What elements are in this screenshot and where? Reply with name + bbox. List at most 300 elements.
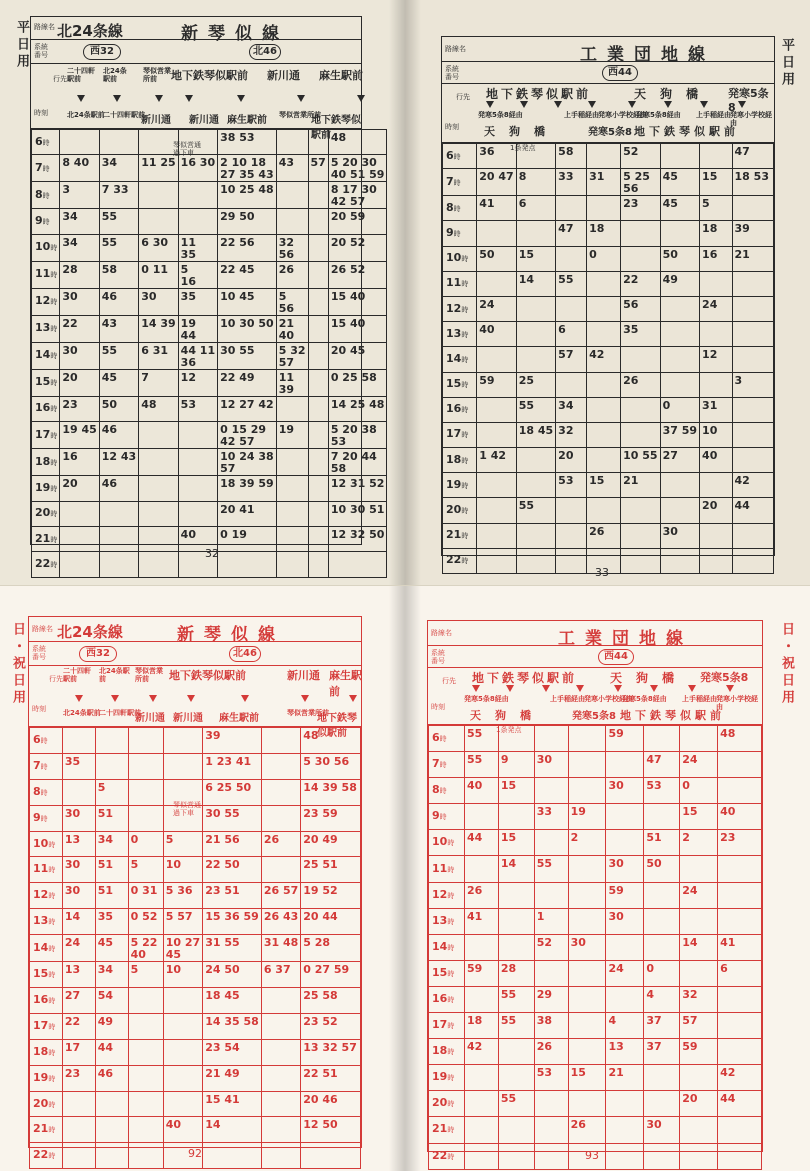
arrow-down-icon <box>297 95 305 102</box>
hour-value: 19 <box>35 480 51 494</box>
hour-cell <box>30 831 63 857</box>
table-row <box>429 778 762 804</box>
departure-minutes: 15 36 59 <box>205 910 259 924</box>
minutes-cell <box>732 347 773 372</box>
minutes-cell <box>718 882 762 908</box>
departure-minutes: 6 <box>558 323 566 337</box>
hour-value: 6 <box>446 148 454 162</box>
minutes-cell <box>680 1091 718 1117</box>
departure-minutes <box>205 1143 259 1145</box>
departure-minutes <box>166 1092 200 1094</box>
minutes-cell <box>700 372 732 397</box>
departure-minutes: 3 <box>62 183 70 197</box>
minutes-cell <box>301 728 361 754</box>
destination-header <box>478 85 774 141</box>
minutes-cell <box>498 1065 534 1091</box>
departure-minutes: 15 40 <box>330 289 366 303</box>
departure-minutes: 15 41 <box>205 1092 240 1106</box>
minutes-cell <box>301 831 361 857</box>
arrow-down-icon <box>726 685 734 692</box>
minutes-cell <box>516 422 555 447</box>
departure-minutes: 42 <box>589 348 605 362</box>
departure-minutes <box>102 130 136 132</box>
minutes-cell <box>99 209 138 234</box>
departure-minutes <box>467 1144 496 1146</box>
minutes-cell <box>276 288 308 315</box>
departure-minutes: 35 <box>623 323 639 337</box>
departure-minutes <box>102 552 136 554</box>
minutes-cell <box>178 449 217 476</box>
departure-minutes <box>311 449 326 451</box>
departure-minutes: 35 <box>97 910 114 924</box>
departure-minutes <box>623 347 657 349</box>
minutes-cell <box>60 396 99 421</box>
divider <box>29 665 361 666</box>
minutes-cell <box>218 288 277 315</box>
hour-suffix: 時 <box>461 532 469 541</box>
divider <box>428 645 762 646</box>
departure-minutes: 23 51 <box>205 884 240 898</box>
hour-suffix: 時 <box>48 918 56 927</box>
departure-minutes <box>537 961 566 963</box>
table-row <box>32 315 387 342</box>
departure-minutes: 6 37 <box>263 963 291 977</box>
timetable-grid <box>31 129 387 578</box>
departure-minutes: 0 19 <box>220 527 247 541</box>
arrow-down-icon <box>738 101 746 108</box>
departure-minutes: 12 32 50 <box>330 527 385 541</box>
minutes-cell <box>644 908 680 934</box>
minutes-cell <box>621 169 660 196</box>
minutes-cell <box>218 209 277 234</box>
minutes-cell <box>587 169 621 196</box>
minutes-cell <box>700 347 732 372</box>
minutes-cell <box>680 1039 718 1065</box>
departure-minutes: 18 53 <box>734 170 769 184</box>
hour-value: 14 <box>33 940 49 954</box>
hour-cell <box>443 246 477 271</box>
minutes-cell <box>534 1039 568 1065</box>
minutes-cell <box>99 552 138 577</box>
departure-minutes: 42 <box>720 1066 736 1080</box>
departure-minutes: 5 <box>97 780 106 794</box>
minutes-cell <box>128 883 163 909</box>
minutes-cell <box>128 935 163 962</box>
minutes-cell <box>660 448 699 473</box>
hour-cell <box>429 778 465 804</box>
departure-minutes <box>537 778 566 780</box>
departure-minutes: 5 25 56 <box>623 170 650 196</box>
minutes-cell <box>700 169 732 196</box>
hour-value: 20 <box>446 503 462 517</box>
hour-cell <box>443 523 477 548</box>
minutes-cell <box>477 271 516 296</box>
minutes-cell <box>99 261 138 288</box>
minutes-cell <box>163 1039 202 1065</box>
hour-cell <box>443 296 477 321</box>
minutes-cell <box>534 908 568 934</box>
table-row <box>30 883 361 909</box>
departure-minutes: 35 <box>64 754 81 768</box>
dest-group-1: 地下鉄琴似駅前 <box>472 671 578 685</box>
minutes-cell <box>660 271 699 296</box>
arrow-down-icon <box>357 95 365 102</box>
departure-minutes <box>519 347 553 349</box>
minutes-cell <box>498 752 534 778</box>
hour-suffix: 時 <box>48 1074 56 1083</box>
table-row <box>429 882 762 908</box>
minutes-cell <box>516 221 555 246</box>
dest-lower-1: 天狗橋 <box>470 709 545 722</box>
minutes-cell <box>556 422 587 447</box>
minutes-cell <box>556 473 587 498</box>
departure-minutes <box>501 1065 532 1067</box>
departure-minutes <box>98 728 126 730</box>
departure-minutes <box>311 209 326 211</box>
minutes-cell <box>660 347 699 372</box>
minutes-cell <box>95 753 128 779</box>
arrow-down-icon <box>241 695 249 702</box>
departure-minutes: 48 <box>720 727 736 740</box>
timetable-92 <box>28 616 362 1162</box>
minutes-cell <box>178 369 217 396</box>
departure-minutes <box>571 1144 604 1146</box>
side-label: 日・祝日用 <box>779 622 794 707</box>
minutes-cell <box>308 130 328 155</box>
minutes-cell <box>95 728 128 754</box>
system-label: 系統番号 <box>431 649 445 665</box>
arrow-down-icon <box>542 685 550 692</box>
departure-minutes: 28 <box>500 961 517 975</box>
route-name-label: 路線名 <box>445 45 466 53</box>
minutes-cell <box>178 155 217 182</box>
minutes-cell <box>498 960 534 986</box>
minutes-cell <box>178 261 217 288</box>
timetable-33 <box>441 36 775 567</box>
departure-minutes: 21 <box>623 474 639 488</box>
table-row <box>32 234 387 261</box>
departure-minutes: 19 <box>570 805 586 819</box>
arrow-down-icon <box>149 695 157 702</box>
minutes-cell <box>261 962 300 988</box>
minutes-cell <box>62 753 95 779</box>
departure-minutes <box>131 806 161 808</box>
departure-minutes: 34 <box>558 398 574 412</box>
minutes-cell <box>308 396 328 421</box>
hour-suffix: 時 <box>50 431 58 440</box>
departure-minutes <box>479 524 513 526</box>
departure-minutes <box>479 473 513 475</box>
minutes-cell <box>128 988 163 1014</box>
departure-minutes: 6 <box>518 197 527 211</box>
departure-minutes <box>467 804 496 806</box>
timetable-table <box>29 727 361 1169</box>
minutes-cell <box>99 234 138 261</box>
minutes-cell <box>308 182 328 209</box>
departure-minutes: 0 <box>589 247 597 261</box>
hour-value: 11 <box>432 861 448 875</box>
minutes-cell <box>95 779 128 805</box>
minutes-cell <box>534 1013 568 1039</box>
hour-suffix: 時 <box>447 995 455 1004</box>
table-row <box>30 857 361 883</box>
departure-minutes <box>141 476 175 478</box>
minutes-cell <box>534 804 568 830</box>
departure-minutes <box>589 423 618 425</box>
departure-minutes <box>166 1066 200 1068</box>
departure-minutes: 18 45 <box>518 423 554 437</box>
departure-minutes: 30 <box>608 857 624 871</box>
departure-minutes <box>663 144 697 146</box>
table-row <box>32 209 387 234</box>
departure-minutes: 34 <box>101 156 118 170</box>
minutes-cell <box>464 830 498 856</box>
hour-suffix: 時 <box>439 787 447 796</box>
table-row <box>443 372 774 397</box>
minutes-cell <box>732 548 773 573</box>
arrow-down-icon <box>664 101 672 108</box>
departure-minutes <box>62 502 96 504</box>
departure-minutes: 30 <box>608 909 624 923</box>
minutes-cell <box>568 726 606 752</box>
departure-minutes: 1 <box>536 909 545 923</box>
departure-minutes: 11 35 <box>180 235 196 261</box>
minutes-cell <box>95 1117 128 1143</box>
departure-minutes <box>608 830 641 832</box>
minutes-cell <box>276 155 308 182</box>
departure-minutes: 47 <box>558 222 574 236</box>
minutes-cell <box>99 526 138 551</box>
departure-minutes: 4 <box>646 987 654 1001</box>
arrow-down-icon <box>237 95 245 102</box>
dest-lower-1: 天狗橋 <box>484 125 559 138</box>
departure-minutes <box>166 1014 200 1016</box>
hour-suffix: 時 <box>48 840 56 849</box>
minutes-cell <box>308 552 328 577</box>
departure-minutes: 15 <box>702 170 718 184</box>
minutes-cell <box>680 856 718 882</box>
departure-minutes <box>571 752 604 754</box>
minutes-cell <box>606 778 644 804</box>
minutes-cell <box>178 396 217 421</box>
departure-minutes: 18 <box>702 222 718 236</box>
minutes-cell <box>128 831 163 857</box>
departure-minutes: 36 <box>479 145 495 158</box>
departure-minutes <box>735 272 771 274</box>
hour-cell <box>30 962 63 988</box>
departure-minutes <box>735 423 771 425</box>
dest-note-2: 上手稲経由 <box>564 111 599 119</box>
minutes-cell <box>644 726 680 752</box>
departure-minutes: 53 <box>558 474 574 488</box>
minutes-cell <box>95 962 128 988</box>
hour-cell <box>30 883 63 909</box>
minutes-cell <box>621 397 660 422</box>
dest-lower-4: 新川通 <box>189 115 219 126</box>
minutes-cell <box>60 449 99 476</box>
minutes-cell <box>308 422 328 449</box>
hour-suffix: 時 <box>439 761 447 770</box>
departure-minutes <box>279 130 306 132</box>
departure-minutes <box>98 754 126 756</box>
hour-cell <box>30 779 63 805</box>
hour-suffix: 時 <box>40 788 48 797</box>
departure-minutes: 30 <box>141 289 157 303</box>
table-row <box>429 986 762 1012</box>
departure-minutes <box>264 806 298 808</box>
departure-minutes: 7 <box>141 370 149 384</box>
departure-minutes: 0 11 <box>141 262 169 276</box>
minutes-cell <box>301 805 361 831</box>
departure-minutes <box>623 524 657 526</box>
minutes-cell <box>660 422 699 447</box>
hour-cell <box>429 856 465 882</box>
page-spine-shadow <box>389 0 405 585</box>
departure-minutes: 15 <box>500 831 517 845</box>
departure-minutes <box>720 752 759 754</box>
hour-suffix: 時 <box>461 481 469 490</box>
departure-minutes <box>663 297 697 299</box>
minutes-cell <box>178 476 217 501</box>
departure-minutes: 55 <box>466 727 483 740</box>
minutes-cell <box>477 246 516 271</box>
minutes-cell <box>308 261 328 288</box>
departure-minutes <box>264 857 298 859</box>
hour-value: 15 <box>446 377 462 391</box>
minutes-cell <box>568 804 606 830</box>
hour-suffix: 時 <box>461 305 469 314</box>
departure-minutes: 23 <box>720 831 736 845</box>
departure-minutes: 27 <box>662 449 678 463</box>
hour-suffix: 時 <box>439 813 447 822</box>
minutes-cell <box>556 448 587 473</box>
departure-minutes <box>141 130 175 132</box>
departure-minutes: 14 35 58 <box>205 1014 259 1028</box>
departure-minutes: 14 <box>64 910 81 924</box>
minutes-cell <box>218 155 277 182</box>
minutes-cell <box>128 1117 163 1143</box>
hour-value: 17 <box>35 427 51 441</box>
minutes-cell <box>700 498 732 523</box>
timetable-grid <box>442 143 774 574</box>
timetable-table <box>31 129 387 578</box>
departure-minutes <box>166 806 200 808</box>
minutes-cell <box>680 726 718 752</box>
hour-value: 10 <box>446 251 462 265</box>
time-label: 時刻 <box>445 123 459 131</box>
minutes-cell <box>203 1039 262 1065</box>
minutes-cell <box>660 169 699 196</box>
departure-minutes: 21 49 <box>205 1066 240 1080</box>
page-spine-shadow <box>389 586 405 1171</box>
minutes-cell <box>178 501 217 526</box>
departure-minutes: 26 <box>589 524 605 538</box>
minutes-cell <box>301 909 361 935</box>
minutes-cell <box>660 397 699 422</box>
minutes-cell <box>568 778 606 804</box>
hour-cell <box>30 805 63 831</box>
dest-note-5: 上手稲経由 <box>696 111 731 119</box>
minutes-cell <box>301 857 361 883</box>
dest-lower-7: 地下鉄琴似駅前 <box>317 713 357 739</box>
minutes-cell <box>163 831 202 857</box>
hour-suffix: 時 <box>461 280 469 289</box>
minutes-cell <box>218 422 277 449</box>
minutes-cell <box>99 288 138 315</box>
departure-minutes <box>501 935 532 937</box>
page-32 <box>0 0 405 585</box>
hour-suffix: 時 <box>50 352 58 361</box>
departure-minutes: 55 <box>101 235 118 249</box>
arrow-down-icon <box>554 101 562 108</box>
minutes-cell <box>128 753 163 779</box>
departure-minutes: 39 <box>734 222 750 236</box>
hour-value: 11 <box>33 862 49 876</box>
departure-minutes <box>467 987 496 989</box>
route-name-label: 路線名 <box>32 625 53 633</box>
hour-cell <box>32 209 60 234</box>
page-33 <box>405 0 810 585</box>
divider <box>428 667 762 668</box>
departure-minutes: 49 <box>662 272 678 286</box>
page-number: 32 <box>205 547 219 560</box>
minutes-cell <box>328 396 387 421</box>
departure-minutes <box>571 883 604 885</box>
departure-minutes: 26 <box>278 262 295 276</box>
departure-minutes <box>279 476 306 478</box>
minutes-cell <box>568 1039 606 1065</box>
departure-minutes: 26 <box>263 832 280 846</box>
minutes-cell <box>128 1143 163 1169</box>
hour-cell <box>443 372 477 397</box>
dest-note-4: 発寒5条8経由 <box>622 695 667 703</box>
minutes-cell <box>276 449 308 476</box>
minutes-cell <box>60 182 99 209</box>
minutes-cell <box>556 221 587 246</box>
departure-minutes: 14 <box>205 1118 221 1132</box>
arrow-down-icon <box>472 685 480 692</box>
minutes-cell <box>534 1091 568 1117</box>
minutes-cell <box>700 221 732 246</box>
hour-value: 8 <box>446 200 454 214</box>
minutes-cell <box>203 1143 262 1169</box>
minutes-cell <box>700 548 732 573</box>
departure-minutes: 5 16 <box>180 262 196 288</box>
minutes-cell <box>700 448 732 473</box>
hour-suffix: 時 <box>48 1100 56 1109</box>
dest-lower-2: 発寒5条8 <box>588 127 632 138</box>
departure-minutes: 5 36 <box>165 884 193 898</box>
minutes-cell <box>680 882 718 908</box>
departure-minutes <box>682 726 715 728</box>
dest-lower-3: 地下鉄琴似駅前 <box>620 709 725 722</box>
minutes-cell <box>60 369 99 396</box>
departure-minutes <box>131 1014 161 1016</box>
dest-lower-3: 新川通 <box>141 115 171 126</box>
minutes-cell <box>477 548 516 573</box>
hour-cell <box>429 1117 465 1143</box>
departure-minutes: 55 <box>518 398 535 412</box>
table-row <box>443 397 774 422</box>
dest-lower-2: 発寒5条8 <box>572 711 616 722</box>
departure-minutes: 30 <box>64 806 81 820</box>
minutes-cell <box>163 883 202 909</box>
minutes-cell <box>534 778 568 804</box>
departure-minutes <box>519 524 553 526</box>
arrow-down-icon <box>650 685 658 692</box>
departure-minutes <box>735 448 771 450</box>
minutes-cell <box>62 1065 95 1091</box>
